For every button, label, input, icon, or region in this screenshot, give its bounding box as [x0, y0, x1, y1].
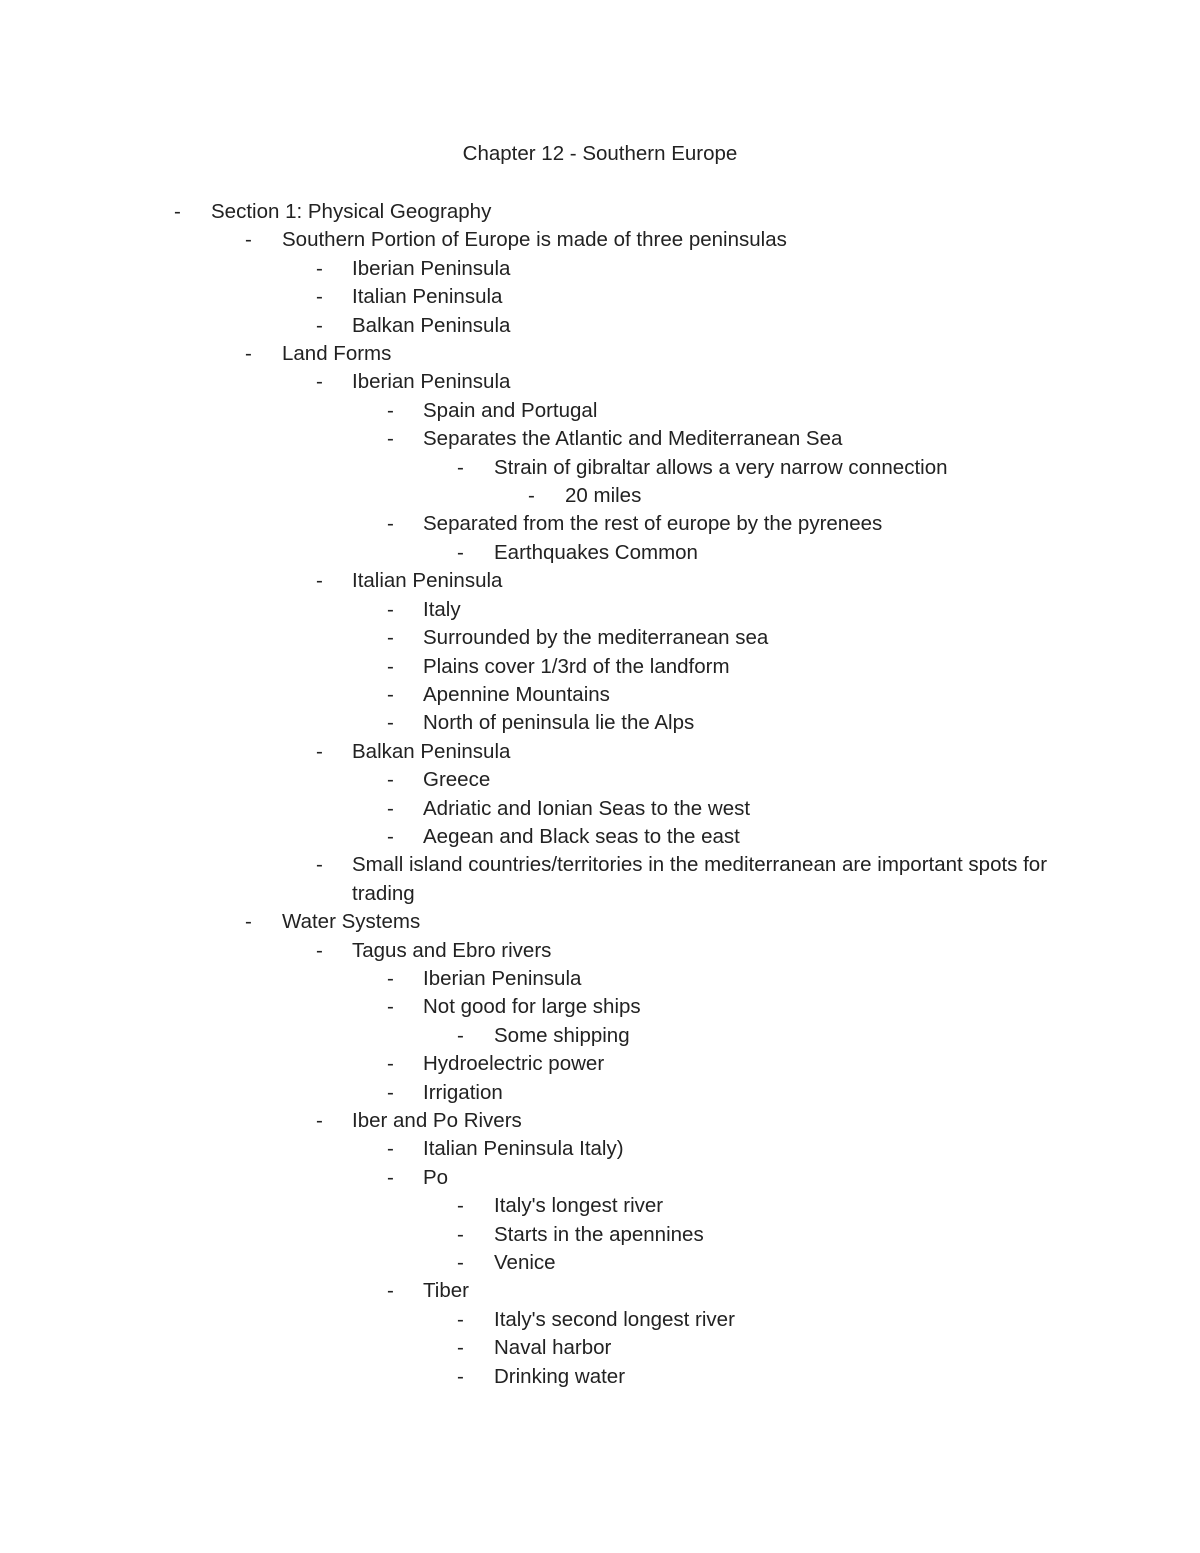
outline-item-text: Aegean and Black seas to the east [423, 824, 740, 848]
bullet-dash: - [316, 569, 323, 593]
outline-item-text: Water Systems [282, 910, 421, 934]
outline-item-text: Italy's longest river [494, 1194, 664, 1218]
outline-item [0, 709, 1200, 737]
outline-item [0, 1164, 1200, 1192]
outline-item [0, 283, 1200, 311]
outline-item [0, 1079, 1200, 1107]
bullet-dash: - [387, 1052, 394, 1076]
bullet-dash: - [245, 342, 252, 366]
bullet-dash: - [387, 824, 394, 848]
outline-item [0, 1363, 1200, 1391]
outline-item [0, 937, 1200, 965]
outline-item [0, 1022, 1200, 1050]
outline-item-text: Starts in the apennines [494, 1222, 704, 1246]
bullet-dash: - [457, 1336, 464, 1360]
outline-item-text: Iberian Peninsula [352, 370, 511, 394]
outline-item-text: Small island countries/territories in the mediterranean are important spots for trading [352, 853, 1048, 905]
bullet-dash: - [316, 256, 323, 280]
bullet-dash: - [457, 1251, 464, 1275]
outline-item-text: North of peninsula lie the Alps [423, 711, 695, 735]
bullet-dash: - [387, 512, 394, 536]
outline-item-text: Section 1: Physical Geography [211, 200, 492, 223]
outline-item-text: Greece [423, 768, 491, 792]
outline-item-text: Naval harbor [494, 1336, 612, 1360]
outline-item [0, 226, 1200, 254]
outline-item [0, 1192, 1200, 1220]
outline-item-text: Adriatic and Ionian Seas to the west [423, 796, 751, 820]
outline-item [0, 198, 1200, 226]
bullet-dash: - [316, 313, 323, 337]
bullet-dash: - [387, 1279, 394, 1303]
bullet-dash: - [457, 1307, 464, 1331]
bullet-dash: - [387, 1080, 394, 1104]
outline-item-text: Italian Peninsula [352, 569, 503, 593]
outline-item-text: Iberian Peninsula [423, 966, 582, 990]
outline-item-text: Po [423, 1165, 449, 1189]
outline-item [0, 312, 1200, 340]
outline-item-text: Irrigation [423, 1080, 503, 1104]
outline-item-text: Separates the Atlantic and Mediterranean Sea [423, 427, 843, 451]
outline-item-text: Italy's second longest river [494, 1307, 735, 1331]
outline-item-text: Hydroelectric power [423, 1052, 605, 1076]
outline-item [0, 1050, 1200, 1078]
outline-item-text: Some shipping [494, 1023, 630, 1047]
outline-item-text: Balkan Peninsula [352, 313, 511, 337]
outline-item [0, 482, 1200, 510]
bullet-dash: - [316, 853, 323, 877]
outline-item-text: Earthquakes Common [494, 540, 698, 564]
bullet-dash: - [245, 228, 252, 252]
outline-item [0, 510, 1200, 538]
bullet-dash: - [457, 1023, 464, 1047]
bullet-dash: - [316, 370, 323, 394]
bullet-dash: - [457, 455, 464, 479]
outline-item-text: Land Forms [282, 342, 392, 366]
outline-item [0, 255, 1200, 283]
outline-item [0, 397, 1200, 425]
bullet-dash: - [387, 427, 394, 451]
outline-item [0, 993, 1200, 1021]
outline-item-text: Not good for large ships [423, 995, 641, 1019]
bullet-outline [0, 198, 1200, 1391]
outline-item [0, 653, 1200, 681]
outline-item-text: Plains cover 1/3rd of the landform [423, 654, 730, 678]
outline-item-text: Drinking water [494, 1364, 626, 1388]
outline-item-text: Italian Peninsula Italy) [423, 1137, 624, 1161]
outline-item-text: Tagus and Ebro rivers [352, 938, 552, 962]
bullet-dash: - [387, 654, 394, 678]
outline-item-text: Italy [423, 597, 461, 621]
bullet-dash: - [387, 1165, 394, 1189]
bullet-dash: - [174, 200, 181, 223]
outline-item [0, 766, 1200, 794]
bullet-dash: - [387, 1137, 394, 1161]
bullet-dash: - [245, 910, 252, 934]
bullet-dash: - [387, 398, 394, 422]
outline-item [0, 1221, 1200, 1249]
outline-item-text: Italian Peninsula [352, 285, 503, 309]
outline-item [0, 795, 1200, 823]
bullet-dash: - [457, 1364, 464, 1388]
bullet-dash: - [457, 1194, 464, 1218]
outline-item [0, 425, 1200, 453]
outline-item [0, 1306, 1200, 1334]
bullet-dash: - [387, 597, 394, 621]
bullet-dash: - [387, 796, 394, 820]
bullet-dash: - [387, 626, 394, 650]
bullet-dash: - [387, 682, 394, 706]
page-title: Chapter 12 - Southern Europe [462, 142, 738, 165]
outline-item [0, 823, 1200, 851]
outline-item [0, 539, 1200, 567]
bullet-dash: - [387, 995, 394, 1019]
bullet-dash: - [387, 711, 394, 735]
outline-item-text: 20 miles [565, 484, 642, 508]
bullet-dash: - [316, 1109, 323, 1132]
outline-item-text: Iber and Po Rivers [352, 1109, 522, 1132]
outline-item [0, 567, 1200, 595]
outline-item-text: Balkan Peninsula [352, 739, 511, 763]
outline-item-text: Strain of gibraltar allows a very narrow connection [494, 455, 948, 479]
outline-item-text: Separated from the rest of europe by the pyrenees [423, 512, 883, 536]
outline-item [0, 965, 1200, 993]
outline-item [0, 368, 1200, 396]
outline-item [0, 454, 1200, 482]
outline-item [0, 1135, 1200, 1163]
outline-item [0, 1107, 1200, 1135]
outline-item [0, 1334, 1200, 1362]
bullet-dash: - [316, 739, 323, 763]
bullet-dash: - [316, 938, 323, 962]
outline-item [0, 851, 1200, 908]
bullet-dash: - [387, 966, 394, 990]
outline-item [0, 596, 1200, 624]
outline-item-text: Southern Portion of Europe is made of three peninsulas [282, 228, 787, 252]
outline-item [0, 681, 1200, 709]
outline-item-text: Spain and Portugal [423, 398, 598, 422]
bullet-dash: - [316, 285, 323, 309]
bullet-dash: - [457, 1222, 464, 1246]
outline-item-text: Iberian Peninsula [352, 256, 511, 280]
outline-item [0, 908, 1200, 936]
outline-item [0, 340, 1200, 368]
outline-item [0, 624, 1200, 652]
bullet-dash: - [457, 540, 464, 564]
outline-item-text: Tiber [423, 1279, 469, 1303]
outline-item [0, 1277, 1200, 1305]
outline-item-text: Apennine Mountains [423, 682, 610, 706]
outline-item-text: Surrounded by the mediterranean sea [423, 626, 769, 650]
outline-item [0, 738, 1200, 766]
outline-item-text: Venice [494, 1251, 556, 1275]
bullet-dash: - [528, 484, 535, 508]
outline-item [0, 1249, 1200, 1277]
bullet-dash: - [387, 768, 394, 792]
